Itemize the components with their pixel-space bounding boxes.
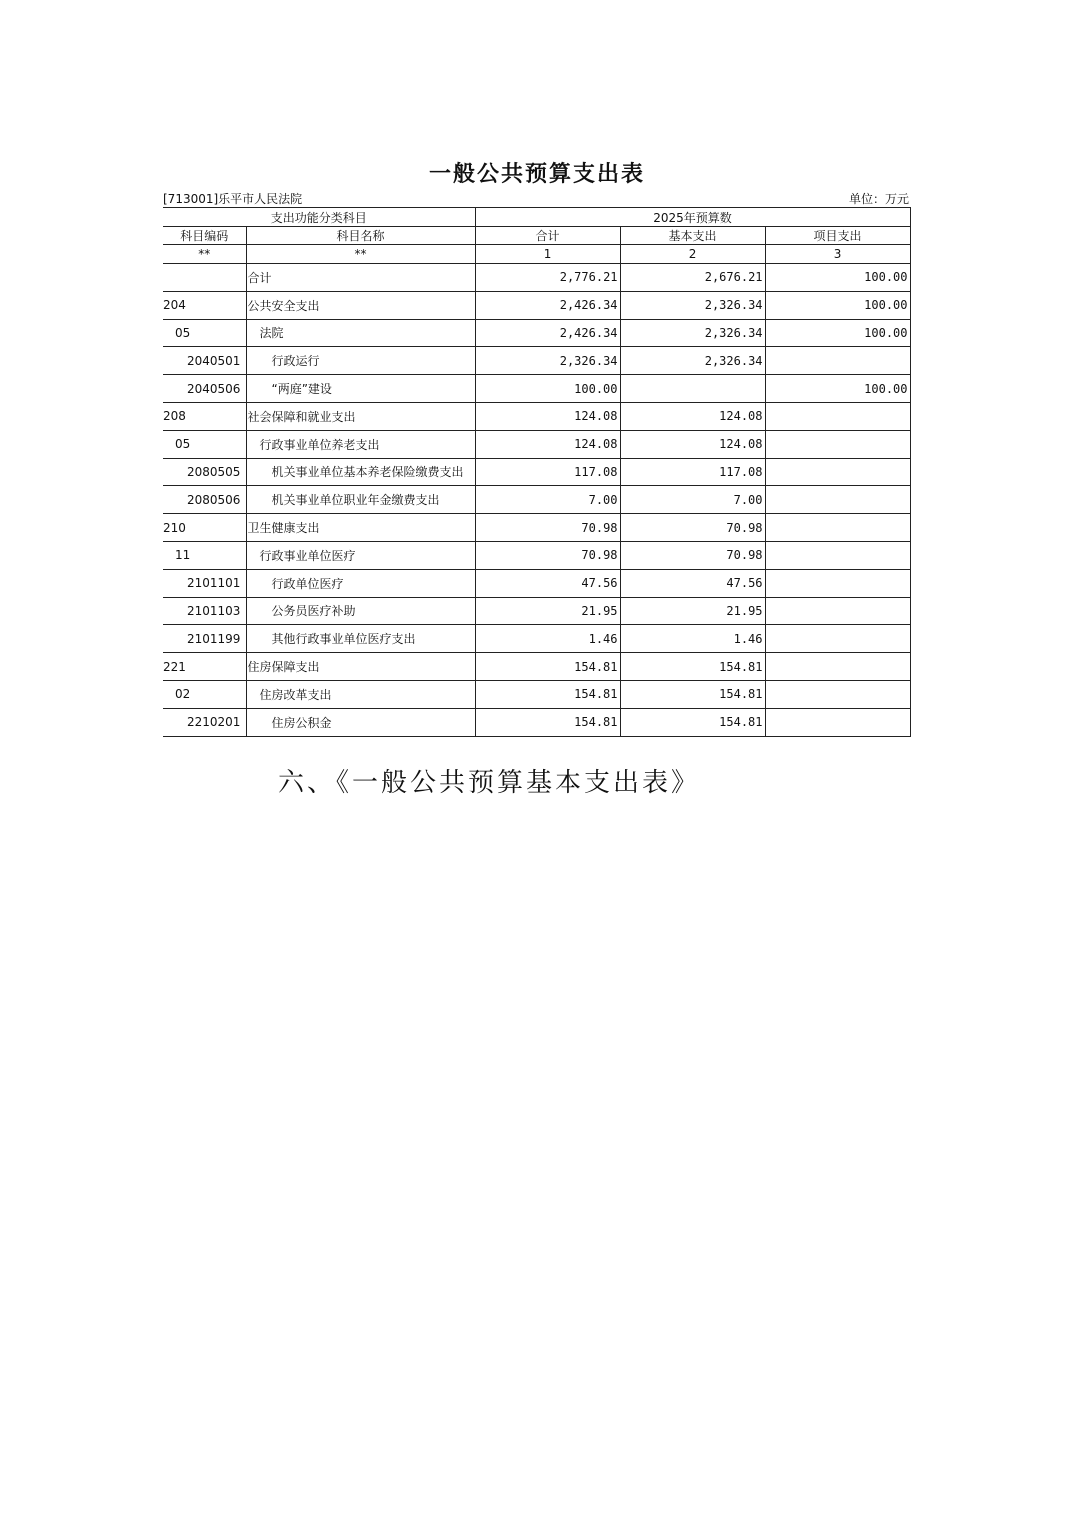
header-project: 项目支出: [765, 227, 910, 245]
cell-code-text: 05: [175, 437, 191, 452]
cell-name-text: 卫生健康支出: [247, 521, 320, 536]
cell-basic-text: 47.56: [726, 576, 763, 591]
cell-basic: [620, 653, 765, 681]
document-title: 一般公共预算支出表: [428, 161, 645, 187]
cell-name: [246, 514, 475, 542]
cell-total: [475, 597, 620, 625]
cell-project: [765, 569, 910, 597]
cell-basic: [620, 514, 765, 542]
cell-basic: [620, 680, 765, 708]
cell-code-text: 2040506: [187, 381, 241, 396]
cell-code-text: 2040501: [187, 353, 241, 368]
cell-total: [475, 708, 620, 736]
cell-name-text: 机关事业单位职业年金缴费支出: [271, 493, 440, 508]
table-row: [163, 319, 910, 347]
cell-basic: [620, 625, 765, 653]
cell-basic: [620, 708, 765, 736]
cell-name-text: 法院: [259, 326, 284, 341]
cell-name-text: 住房改革支出: [259, 687, 332, 702]
cell-total-text: 2,776.21: [559, 270, 618, 285]
cell-project-text: 100.00: [864, 270, 908, 285]
cell-total: [475, 430, 620, 458]
cell-basic: [620, 291, 765, 319]
cell-code-text: 05: [175, 325, 191, 340]
cell-project-text: 100.00: [864, 325, 908, 340]
cell-total: [475, 680, 620, 708]
header-group-row: [163, 208, 910, 227]
cell-project: [765, 597, 910, 625]
cell-basic: [620, 569, 765, 597]
cell-total-text: 70.98: [581, 520, 618, 535]
cell-basic-text: 154.81: [719, 715, 763, 730]
cell-basic: [620, 264, 765, 292]
cell-total-text: 2,326.34: [559, 353, 618, 368]
table-row: [163, 264, 910, 292]
table-row: [163, 680, 910, 708]
cell-name: [246, 319, 475, 347]
cell-basic: [620, 375, 765, 403]
table-row: [163, 430, 910, 458]
table-row: [163, 347, 910, 375]
cell-total: [475, 514, 620, 542]
cell-basic-text: 154.81: [719, 687, 763, 702]
cell-basic-text: 21.95: [726, 603, 763, 618]
header-basic: 基本支出: [620, 227, 765, 245]
table-row: [163, 597, 910, 625]
cell-name-text: 住房公积金: [271, 715, 332, 730]
cell-code-text: 208: [163, 409, 186, 424]
cell-total-text: 21.95: [581, 603, 618, 618]
cell-code-text: 221: [163, 659, 186, 674]
cell-code-text: 2101101: [187, 576, 241, 591]
cell-project: [765, 319, 910, 347]
cell-project: [765, 708, 910, 736]
cell-basic-text: 2,326.34: [704, 325, 763, 340]
cell-total-text: 117.08: [574, 464, 618, 479]
cell-total: [475, 291, 620, 319]
cell-total: [475, 625, 620, 653]
cell-name-text: 公务员医疗补助: [271, 604, 356, 619]
header-group-right: 2025年预算数: [475, 208, 910, 227]
table-row: [163, 402, 910, 430]
cell-name-text: 行政运行: [271, 354, 320, 369]
cell-name: [246, 375, 475, 403]
cell-project-text: 100.00: [864, 381, 908, 396]
cell-code: [163, 291, 246, 319]
cell-total: [475, 347, 620, 375]
cell-basic-text: 70.98: [726, 548, 763, 563]
cell-code: [163, 514, 246, 542]
cell-basic: [620, 597, 765, 625]
header-column-row: [163, 227, 910, 245]
cell-code-text: 2210201: [187, 715, 241, 730]
next-section-heading: 六、《一般公共预算基本支出表》: [278, 768, 701, 798]
cell-name: [246, 625, 475, 653]
cell-total: [475, 402, 620, 430]
cell-code-text: 204: [163, 298, 186, 313]
cell-code: [163, 625, 246, 653]
cell-code-text: 11: [175, 548, 191, 563]
cell-total-text: 154.81: [574, 659, 618, 674]
cell-name: [246, 486, 475, 514]
cell-basic-text: 1.46: [733, 631, 763, 646]
cell-total-text: 154.81: [574, 687, 618, 702]
cell-code: [163, 486, 246, 514]
header-index-row: [163, 245, 910, 264]
index-name: **: [246, 245, 475, 264]
cell-basic: [620, 486, 765, 514]
table-row: [163, 291, 910, 319]
cell-total-text: 1.46: [588, 631, 618, 646]
index-basic: 2: [620, 245, 765, 264]
cell-basic-text: 7.00: [733, 492, 763, 507]
cell-total: [475, 569, 620, 597]
table-row: [163, 375, 910, 403]
cell-project: [765, 486, 910, 514]
header-name: 科目名称: [246, 227, 475, 245]
cell-basic: [620, 402, 765, 430]
cell-name: [246, 347, 475, 375]
cell-project: [765, 541, 910, 569]
cell-code: [163, 458, 246, 486]
cell-code: [163, 264, 246, 292]
cell-name: [246, 458, 475, 486]
cell-code-text: 2080506: [187, 492, 241, 507]
table-row: [163, 625, 910, 653]
header-total: 合计: [475, 227, 620, 245]
cell-total-text: 154.81: [574, 715, 618, 730]
cell-code: [163, 375, 246, 403]
cell-total-text: 100.00: [574, 381, 618, 396]
table-row: [163, 486, 910, 514]
cell-name-text: 社会保障和就业支出: [247, 409, 356, 424]
cell-total-text: 124.08: [574, 437, 618, 452]
cell-code: [163, 597, 246, 625]
cell-name: [246, 430, 475, 458]
cell-name: [246, 597, 475, 625]
cell-total-text: 2,426.34: [559, 298, 618, 313]
table-meta: [163, 190, 909, 206]
cell-name-text: 公共安全支出: [247, 298, 320, 313]
index-total: 1: [475, 245, 620, 264]
cell-name: [246, 708, 475, 736]
cell-name: [246, 291, 475, 319]
cell-total-text: 70.98: [581, 548, 618, 563]
header-group-left: 支出功能分类科目: [163, 208, 475, 227]
cell-project-text: 100.00: [864, 298, 908, 313]
table-row: [163, 458, 910, 486]
cell-project: [765, 625, 910, 653]
cell-total: [475, 319, 620, 347]
cell-project: [765, 653, 910, 681]
cell-name-text: 机关事业单位基本养老保险缴费支出: [271, 465, 464, 480]
cell-total: [475, 264, 620, 292]
cell-project: [765, 680, 910, 708]
cell-code-text: 2101103: [187, 603, 241, 618]
table-row: [163, 653, 910, 681]
cell-code-text: 2101199: [187, 631, 241, 646]
cell-total-text: 124.08: [574, 409, 618, 424]
table-row: [163, 569, 910, 597]
cell-project: [765, 264, 910, 292]
cell-name-text: 合计: [247, 270, 272, 285]
cell-name-text: 行政事业单位医疗: [259, 548, 356, 563]
cell-name-text: 其他行政事业单位医疗支出: [271, 632, 416, 647]
table-row: [163, 541, 910, 569]
cell-code: [163, 653, 246, 681]
cell-basic-text: 124.08: [719, 409, 763, 424]
cell-name: [246, 653, 475, 681]
cell-total: [475, 458, 620, 486]
cell-code: [163, 347, 246, 375]
cell-name: [246, 402, 475, 430]
cell-project: [765, 291, 910, 319]
cell-total-text: 7.00: [588, 492, 618, 507]
cell-name-text: “两庭”建设: [271, 382, 332, 397]
cell-project: [765, 347, 910, 375]
budget-table: [163, 207, 911, 737]
cell-name-text: 行政单位医疗: [271, 576, 344, 591]
cell-basic-text: 124.08: [719, 437, 763, 452]
table-row: [163, 514, 910, 542]
cell-project: [765, 514, 910, 542]
cell-code: [163, 680, 246, 708]
cell-basic-text: 70.98: [726, 520, 763, 535]
cell-project: [765, 430, 910, 458]
cell-total: [475, 486, 620, 514]
cell-basic-text: 154.81: [719, 659, 763, 674]
cell-total-text: 47.56: [581, 576, 618, 591]
cell-total-text: 2,426.34: [559, 325, 618, 340]
cell-name: [246, 541, 475, 569]
cell-code-text: 02: [175, 687, 191, 702]
cell-basic: [620, 430, 765, 458]
table-row: [163, 708, 910, 736]
cell-name-text: 住房保障支出: [247, 660, 320, 675]
cell-code: [163, 569, 246, 597]
cell-code: [163, 402, 246, 430]
cell-name-text: 行政事业单位养老支出: [259, 437, 380, 452]
cell-basic-text: 2,676.21: [704, 270, 763, 285]
header-code: 科目编码: [163, 227, 246, 245]
cell-basic: [620, 541, 765, 569]
cell-basic: [620, 347, 765, 375]
organization-label: [713001]乐平市人民法院: [163, 192, 303, 206]
cell-total: [475, 653, 620, 681]
cell-code-text: 2080505: [187, 464, 241, 479]
cell-name: [246, 264, 475, 292]
cell-code: [163, 319, 246, 347]
cell-code: [163, 541, 246, 569]
cell-project: [765, 375, 910, 403]
cell-code: [163, 430, 246, 458]
index-project: 3: [765, 245, 910, 264]
cell-basic-text: 117.08: [719, 464, 763, 479]
index-code: **: [163, 245, 246, 264]
table-body: [163, 264, 910, 737]
cell-basic: [620, 319, 765, 347]
cell-code: [163, 708, 246, 736]
cell-total: [475, 541, 620, 569]
cell-basic-text: 2,326.34: [704, 298, 763, 313]
unit-label: 单位：万元: [848, 192, 909, 206]
cell-name: [246, 680, 475, 708]
cell-total: [475, 375, 620, 403]
cell-code-text: 210: [163, 520, 186, 535]
cell-project: [765, 458, 910, 486]
cell-basic: [620, 458, 765, 486]
cell-name: [246, 569, 475, 597]
cell-basic-text: 2,326.34: [704, 353, 763, 368]
cell-project: [765, 402, 910, 430]
